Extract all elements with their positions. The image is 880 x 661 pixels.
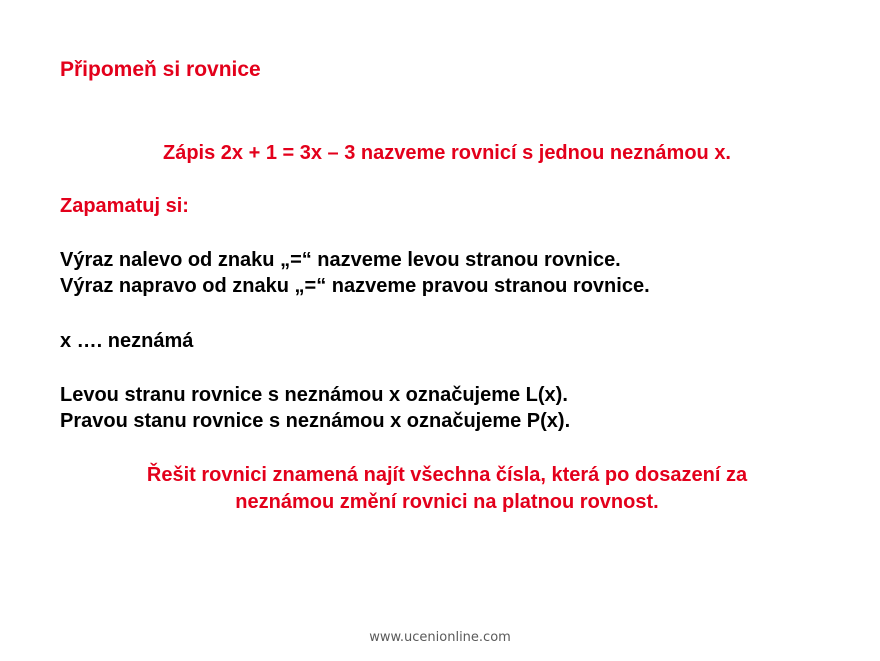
right-side-notation: Pravou stanu rovnice s neznámou x označujeme P(x). — [60, 410, 571, 432]
equation-example: Zápis 2x + 1 = 3x – 3 nazveme rovnicí s jednou neznámou x. — [162, 142, 731, 164]
remember-heading: Zapamatuj si: — [60, 195, 189, 217]
unknown-definition: x …. neznámá — [60, 330, 194, 352]
footer-url: www.ucenionline.com — [369, 630, 511, 645]
left-side-notation: Levou stranu rovnice s neznámou x označujeme L(x). — [60, 384, 568, 406]
solve-definition-line-1: Řešit rovnici znamená najít všechna čísla, která po dosazení za — [146, 464, 748, 486]
solve-definition-line-2: neznámou změní rovnici na platnou rovnost. — [235, 491, 659, 513]
left-side-definition: Výraz nalevo od znaku „=“ nazveme levou stranou rovnice. — [60, 249, 621, 271]
slide-title: Připomeň si rovnice — [60, 58, 261, 81]
right-side-definition: Výraz napravo od znaku „=“ nazveme pravou stranou rovnice. — [60, 275, 650, 297]
